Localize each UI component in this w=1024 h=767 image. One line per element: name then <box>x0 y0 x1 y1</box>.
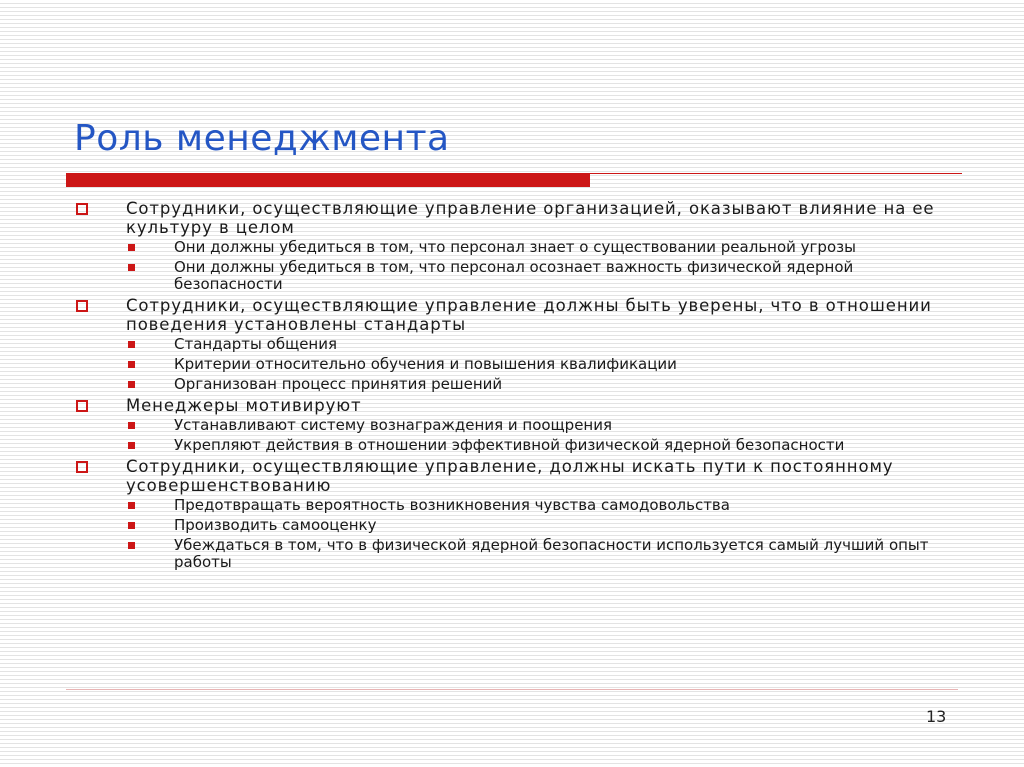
sub-bullet-item <box>76 239 956 256</box>
hollow-square-bullet-icon <box>76 400 88 412</box>
title-underline-thick <box>66 173 590 187</box>
slide-title: Роль менеджмента <box>74 118 450 159</box>
bullet-text: Сотрудники, осуществляющие управление, должны искать пути к постоянному усовершенствованию <box>126 457 894 495</box>
sub-bullet-item <box>76 259 956 293</box>
bullet-item <box>76 396 956 415</box>
filled-square-bullet-icon <box>128 341 135 348</box>
filled-square-bullet-icon <box>128 381 135 388</box>
filled-square-bullet-icon <box>128 264 135 271</box>
sub-bullet-item <box>76 497 956 514</box>
sub-bullet-item <box>76 437 956 454</box>
hollow-square-bullet-icon <box>76 300 88 312</box>
bullet-item <box>76 296 956 334</box>
sub-bullet-item <box>76 336 956 353</box>
bullet-text: Сотрудники, осуществляющие управление должны быть уверены, что в отношении поведения установлены стандарты <box>126 296 932 334</box>
sub-bullet-text: Устанавливают систему вознаграждения и поощрения <box>174 416 613 434</box>
sub-bullet-text: Они должны убедиться в том, что персонал осознает важность физической ядерной безопасности <box>174 258 854 293</box>
filled-square-bullet-icon <box>128 442 135 449</box>
sub-bullet-item <box>76 537 956 571</box>
filled-square-bullet-icon <box>128 244 135 251</box>
page-number: 13 <box>926 707 947 726</box>
sub-bullet-item <box>76 356 956 373</box>
hollow-square-bullet-icon <box>76 203 88 215</box>
sub-bullet-text: Организован процесс принятия решений <box>174 375 503 393</box>
sub-bullet-list <box>76 497 956 571</box>
sub-bullet-text: Убеждаться в том, что в физической ядерной безопасности используется самый лучший опыт работы <box>174 536 929 571</box>
filled-square-bullet-icon <box>128 361 135 368</box>
sub-bullet-item <box>76 417 956 434</box>
sub-bullet-item <box>76 376 956 393</box>
sub-bullet-list <box>76 336 956 393</box>
sub-bullet-item <box>76 517 956 534</box>
bullet-text: Сотрудники, осуществляющие управление организацией, оказывают влияние на ее культуру в целом <box>126 199 935 237</box>
title-underline-thin <box>590 173 962 174</box>
sub-bullet-text: Предотвращать вероятность возникновения чувства самодовольства <box>174 496 730 514</box>
filled-square-bullet-icon <box>128 502 135 509</box>
bullet-item <box>76 199 956 237</box>
sub-bullet-list <box>76 417 956 454</box>
sub-bullet-text: Укрепляют действия в отношении эффективной физической ядерной безопасности <box>174 436 845 454</box>
filled-square-bullet-icon <box>128 542 135 549</box>
bullet-list <box>76 199 956 574</box>
hollow-square-bullet-icon <box>76 461 88 473</box>
sub-bullet-text: Они должны убедиться в том, что персонал знает о существовании реальной угрозы <box>174 238 856 256</box>
bullet-item <box>76 457 956 495</box>
sub-bullet-list <box>76 239 956 293</box>
sub-bullet-text: Производить самооценку <box>174 516 377 534</box>
filled-square-bullet-icon <box>128 522 135 529</box>
filled-square-bullet-icon <box>128 422 135 429</box>
sub-bullet-text: Стандарты общения <box>174 335 338 353</box>
sub-bullet-text: Критерии относительно обучения и повышения квалификации <box>174 355 677 373</box>
footer-divider <box>66 689 958 690</box>
bullet-text: Менеджеры мотивируют <box>126 396 362 415</box>
